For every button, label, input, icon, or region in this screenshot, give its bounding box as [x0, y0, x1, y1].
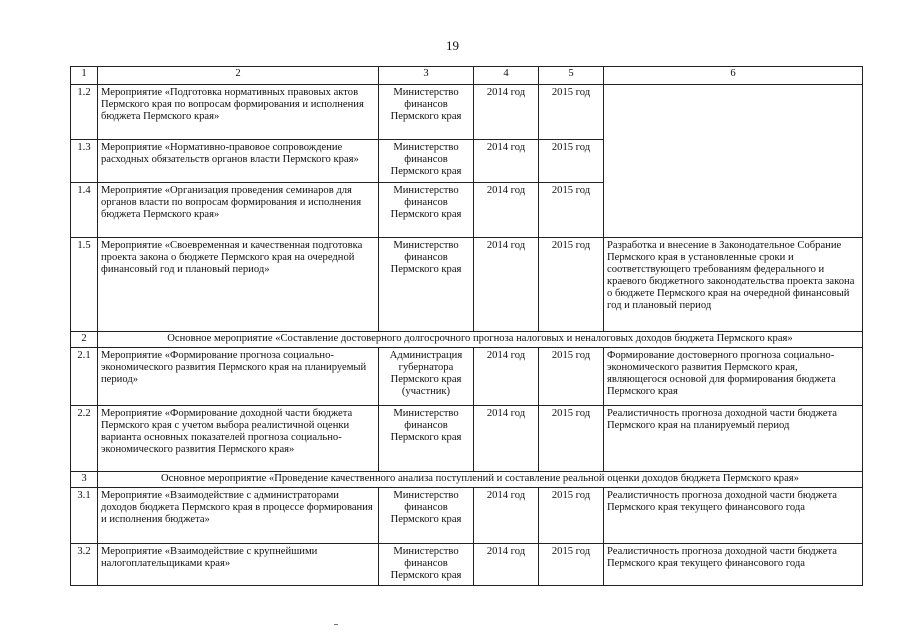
section-title: Основное мероприятие «Составление достоверного долгосрочного прогноза налоговых и неналоговых доходов бюджета Пермского края»	[98, 332, 863, 348]
end-year: 2015 год	[539, 140, 604, 183]
column-header: 4	[474, 67, 539, 85]
column-header: 6	[604, 67, 863, 85]
row-number: 2.2	[71, 406, 98, 472]
row-number: 1.3	[71, 140, 98, 183]
event-description: Мероприятие «Своевременная и качественная подготовка проекта закона о бюджете Пермского края на очередной финансовый год и плановый период»	[98, 238, 379, 332]
executor: Министерство финансов Пермского края	[379, 183, 474, 238]
executor: Министерство финансов Пермского края	[379, 85, 474, 140]
event-description: Мероприятие «Подготовка нормативных правовых актов Пермского края по вопросам формирования и исполнения бюджета Пермского края»	[98, 85, 379, 140]
section-number: 2	[71, 332, 98, 348]
section-number: 3	[71, 472, 98, 488]
executor: Министерство финансов Пермского края	[379, 238, 474, 332]
executor: Министерство финансов Пермского края	[379, 406, 474, 472]
event-description: Мероприятие «Нормативно-правовое сопровождение расходных обязательств органов власти Пермского края»	[98, 140, 379, 183]
table-header-row	[71, 67, 863, 85]
executor: Министерство финансов Пермского края	[379, 488, 474, 544]
end-year: 2015 год	[539, 488, 604, 544]
row-number: 3.1	[71, 488, 98, 544]
activities-table	[70, 66, 863, 586]
row-number: 1.4	[71, 183, 98, 238]
row-number: 2.1	[71, 348, 98, 406]
expected-result: Формирование достоверного прогноза социально-экономического развития Пермского края, являющегося основой для формирования бюджета Пермского края	[604, 348, 863, 406]
table-row	[71, 406, 863, 472]
column-header: 5	[539, 67, 604, 85]
start-year: 2014 год	[474, 348, 539, 406]
executor: Министерство финансов Пермского края	[379, 140, 474, 183]
executor: Министерство финансов Пермского края	[379, 544, 474, 586]
start-year: 2014 год	[474, 406, 539, 472]
start-year: 2014 год	[474, 238, 539, 332]
executor: Администрация губернатора Пермского края (участник)	[379, 348, 474, 406]
expected-result: Реалистичность прогноза доходной части бюджета Пермского края текущего финансового года	[604, 544, 863, 586]
section-row	[71, 472, 863, 488]
start-year: 2014 год	[474, 140, 539, 183]
page-number: 19	[446, 38, 459, 53]
event-description: Мероприятие «Формирование доходной части бюджета Пермского края с учетом выбора реалистичной оценки варианта основных показателей прогноза социально-экономического развития Пермского края»	[98, 406, 379, 472]
expected-result: Реалистичность прогноза доходной части бюджета Пермского края на планируемый период	[604, 406, 863, 472]
start-year: 2014 год	[474, 85, 539, 140]
event-description: Мероприятие «Взаимодействие с администраторами доходов бюджета Пермского края в процессе формирования и исполнения бюджета»	[98, 488, 379, 544]
end-year: 2015 год	[539, 85, 604, 140]
column-header: 3	[379, 67, 474, 85]
end-year: 2015 год	[539, 183, 604, 238]
row-number: 1.5	[71, 238, 98, 332]
section-row	[71, 332, 863, 348]
end-year: 2015 год	[539, 348, 604, 406]
result-cell-empty	[604, 85, 863, 238]
section-title: Основное мероприятие «Проведение качественного анализа поступлений и составление реальной оценки доходов бюджета Пермского края»	[98, 472, 863, 488]
end-year: 2015 год	[539, 406, 604, 472]
start-year: 2014 год	[474, 183, 539, 238]
table-row	[71, 348, 863, 406]
expected-result: Реалистичность прогноза доходной части бюджета Пермского края текущего финансового года	[604, 488, 863, 544]
table-row	[71, 238, 863, 332]
table-row	[71, 544, 863, 586]
scan-speck	[334, 624, 338, 625]
table-row	[71, 488, 863, 544]
expected-result: Разработка и внесение в Законодательное Собрание Пермского края в установленные сроки и соответствующего требованиям федерального и краевого бюджетного законодательства проекта закона о бюджете Пермского края на очередной финансовый год и плановый период	[604, 238, 863, 332]
row-number: 3.2	[71, 544, 98, 586]
event-description: Мероприятие «Взаимодействие с крупнейшими налогоплательщиками края»	[98, 544, 379, 586]
end-year: 2015 год	[539, 544, 604, 586]
row-number: 1.2	[71, 85, 98, 140]
end-year: 2015 год	[539, 238, 604, 332]
event-description: Мероприятие «Организация проведения семинаров для органов власти по вопросам формирования и исполнения бюджета Пермского края»	[98, 183, 379, 238]
column-header: 1	[71, 67, 98, 85]
column-header: 2	[98, 67, 379, 85]
event-description: Мероприятие «Формирование прогноза социально-экономического развития Пермского края на планируемый период»	[98, 348, 379, 406]
start-year: 2014 год	[474, 544, 539, 586]
start-year: 2014 год	[474, 488, 539, 544]
table-row	[71, 85, 863, 140]
